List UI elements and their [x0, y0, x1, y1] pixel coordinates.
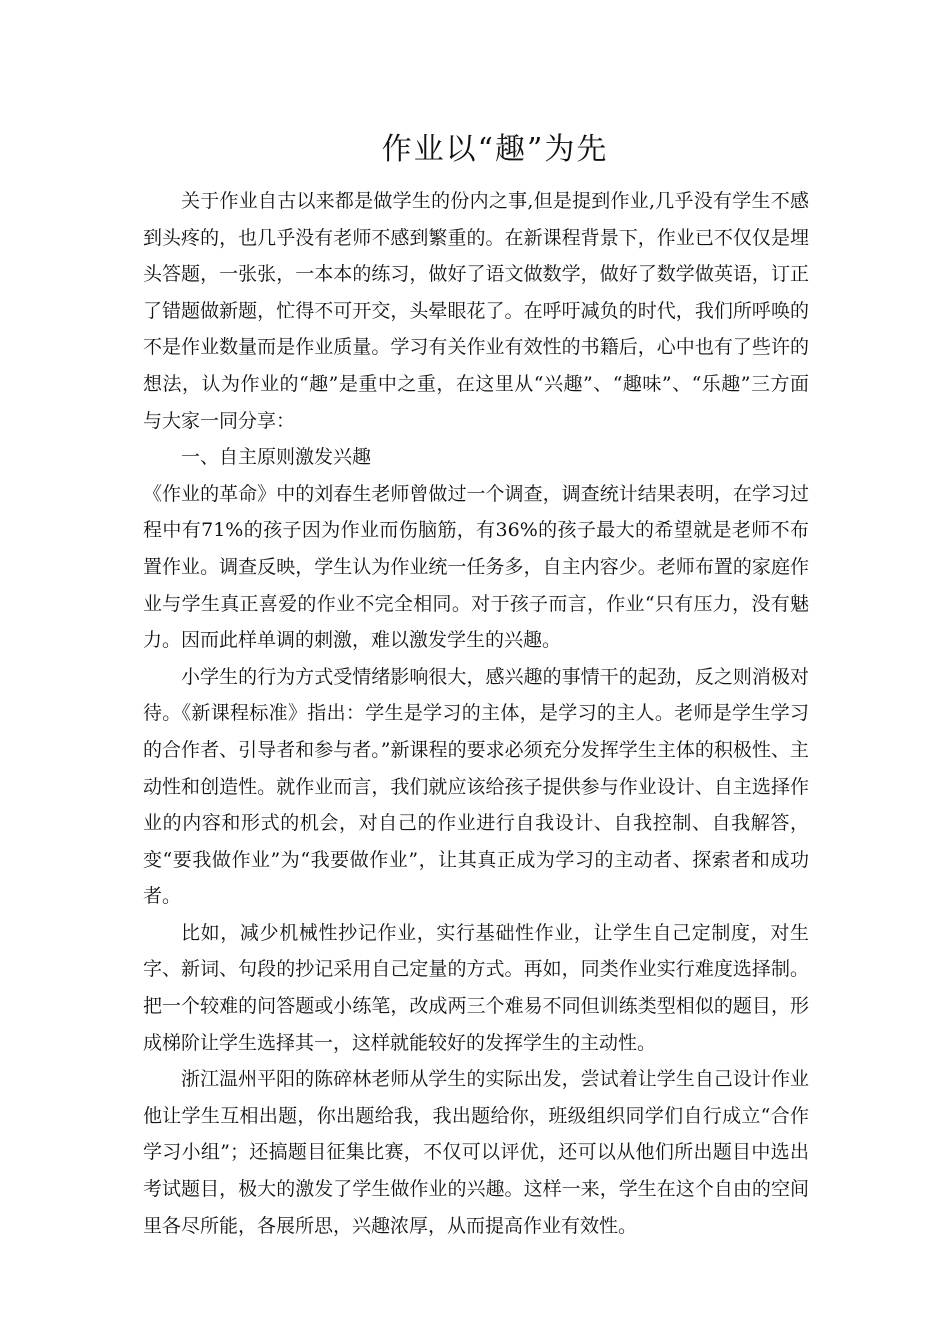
document-title: 作业以“趣”为先: [381, 132, 609, 167]
section-heading: 一、自主原则激发兴趣: [181, 446, 372, 469]
paragraph-student-behavior: 小学生的行为方式受情绪影响很大，感兴趣的事情干的起劲，反之则消极对待。《新课程标准》指出：学生是学习的主体，是学习的主人。老师是学生学习的合作者、引导者和参与者。”新课程的要求必须充分发挥学生主体的积极性、主动性和创造性。就作业而言，我们就应该给孩子提供参与作业设计、自主选择作业的内容和形式的机会，对自己的作业进行自我设计、自我控制、自我解答，变“要我做作业”为“我要做作业”，让其真正成为学习的主动者、探索者和成功者。: [143, 665, 809, 908]
paragraph-survey: 《作业的革命》中的刘春生老师曾做过一个调查，调查统计结果表明，在学习过程中有71%的孩子因为作业而伤脑筋，有36%的孩子最大的希望就是老师不布置作业。调查反映，学生认为作业统一任务多，自主内容少。老师布置的家庭作业与学生真正喜爱的作业不完全相同。对于孩子而言，作业“只有压力，没有魅力。因而此样单调的刺激，难以激发学生的兴趣。: [143, 482, 809, 652]
paragraph-teacher-case: 浙江温州平阳的陈碎林老师从学生的实际出发，尝试着让学生自己设计作业他让学生互相出题，你出题给我，我出题给你，班级组织同学们自行成立“合作学习小组”；还搞题目征集比赛，不仅可以评优，还可以从他们所出题目中选出考试题目，极大的激发了学生做作业的兴趣。这样一来，学生在这个自由的空间里各尽所能，各展所思，兴趣浓厚，从而提高作业有效性。: [143, 1068, 809, 1237]
document-body: [143, 183, 809, 1244]
paragraph-examples: 比如，减少机械性抄记作业，实行基础性作业，让学生自己定制度，对生字、新词、句段的抄记采用自己定量的方式。再如，同类作业实行难度选择制。把一个较难的问答题或小练笔，改成两三个难易不同但训练类型相似的题目，形成梯阶让学生选择其一，这样就能较好的发挥学生的主动性。: [143, 921, 809, 1054]
paragraph-intro: 关于作业自古以来都是做学生的份内之事,但是提到作业,几乎没有学生不感到头疼的，也几乎没有老师不感到繁重的。在新课程背景下，作业已不仅仅是埋头答题，一张张，一本本的练习，做好了语文做数学，做好了数学做英语，订正了错题做新题，忙得不可开交，头晕眼花了。在呼吁减负的时代，我们所呼唤的不是作业数量而是作业质量。学习有关作业有效性的书籍后，心中也有了些许的想法，认为作业的“趣”是重中之重，在这里从“兴趣”、“趣味”、“乐趣”三方面与大家一同分享：: [143, 190, 809, 432]
